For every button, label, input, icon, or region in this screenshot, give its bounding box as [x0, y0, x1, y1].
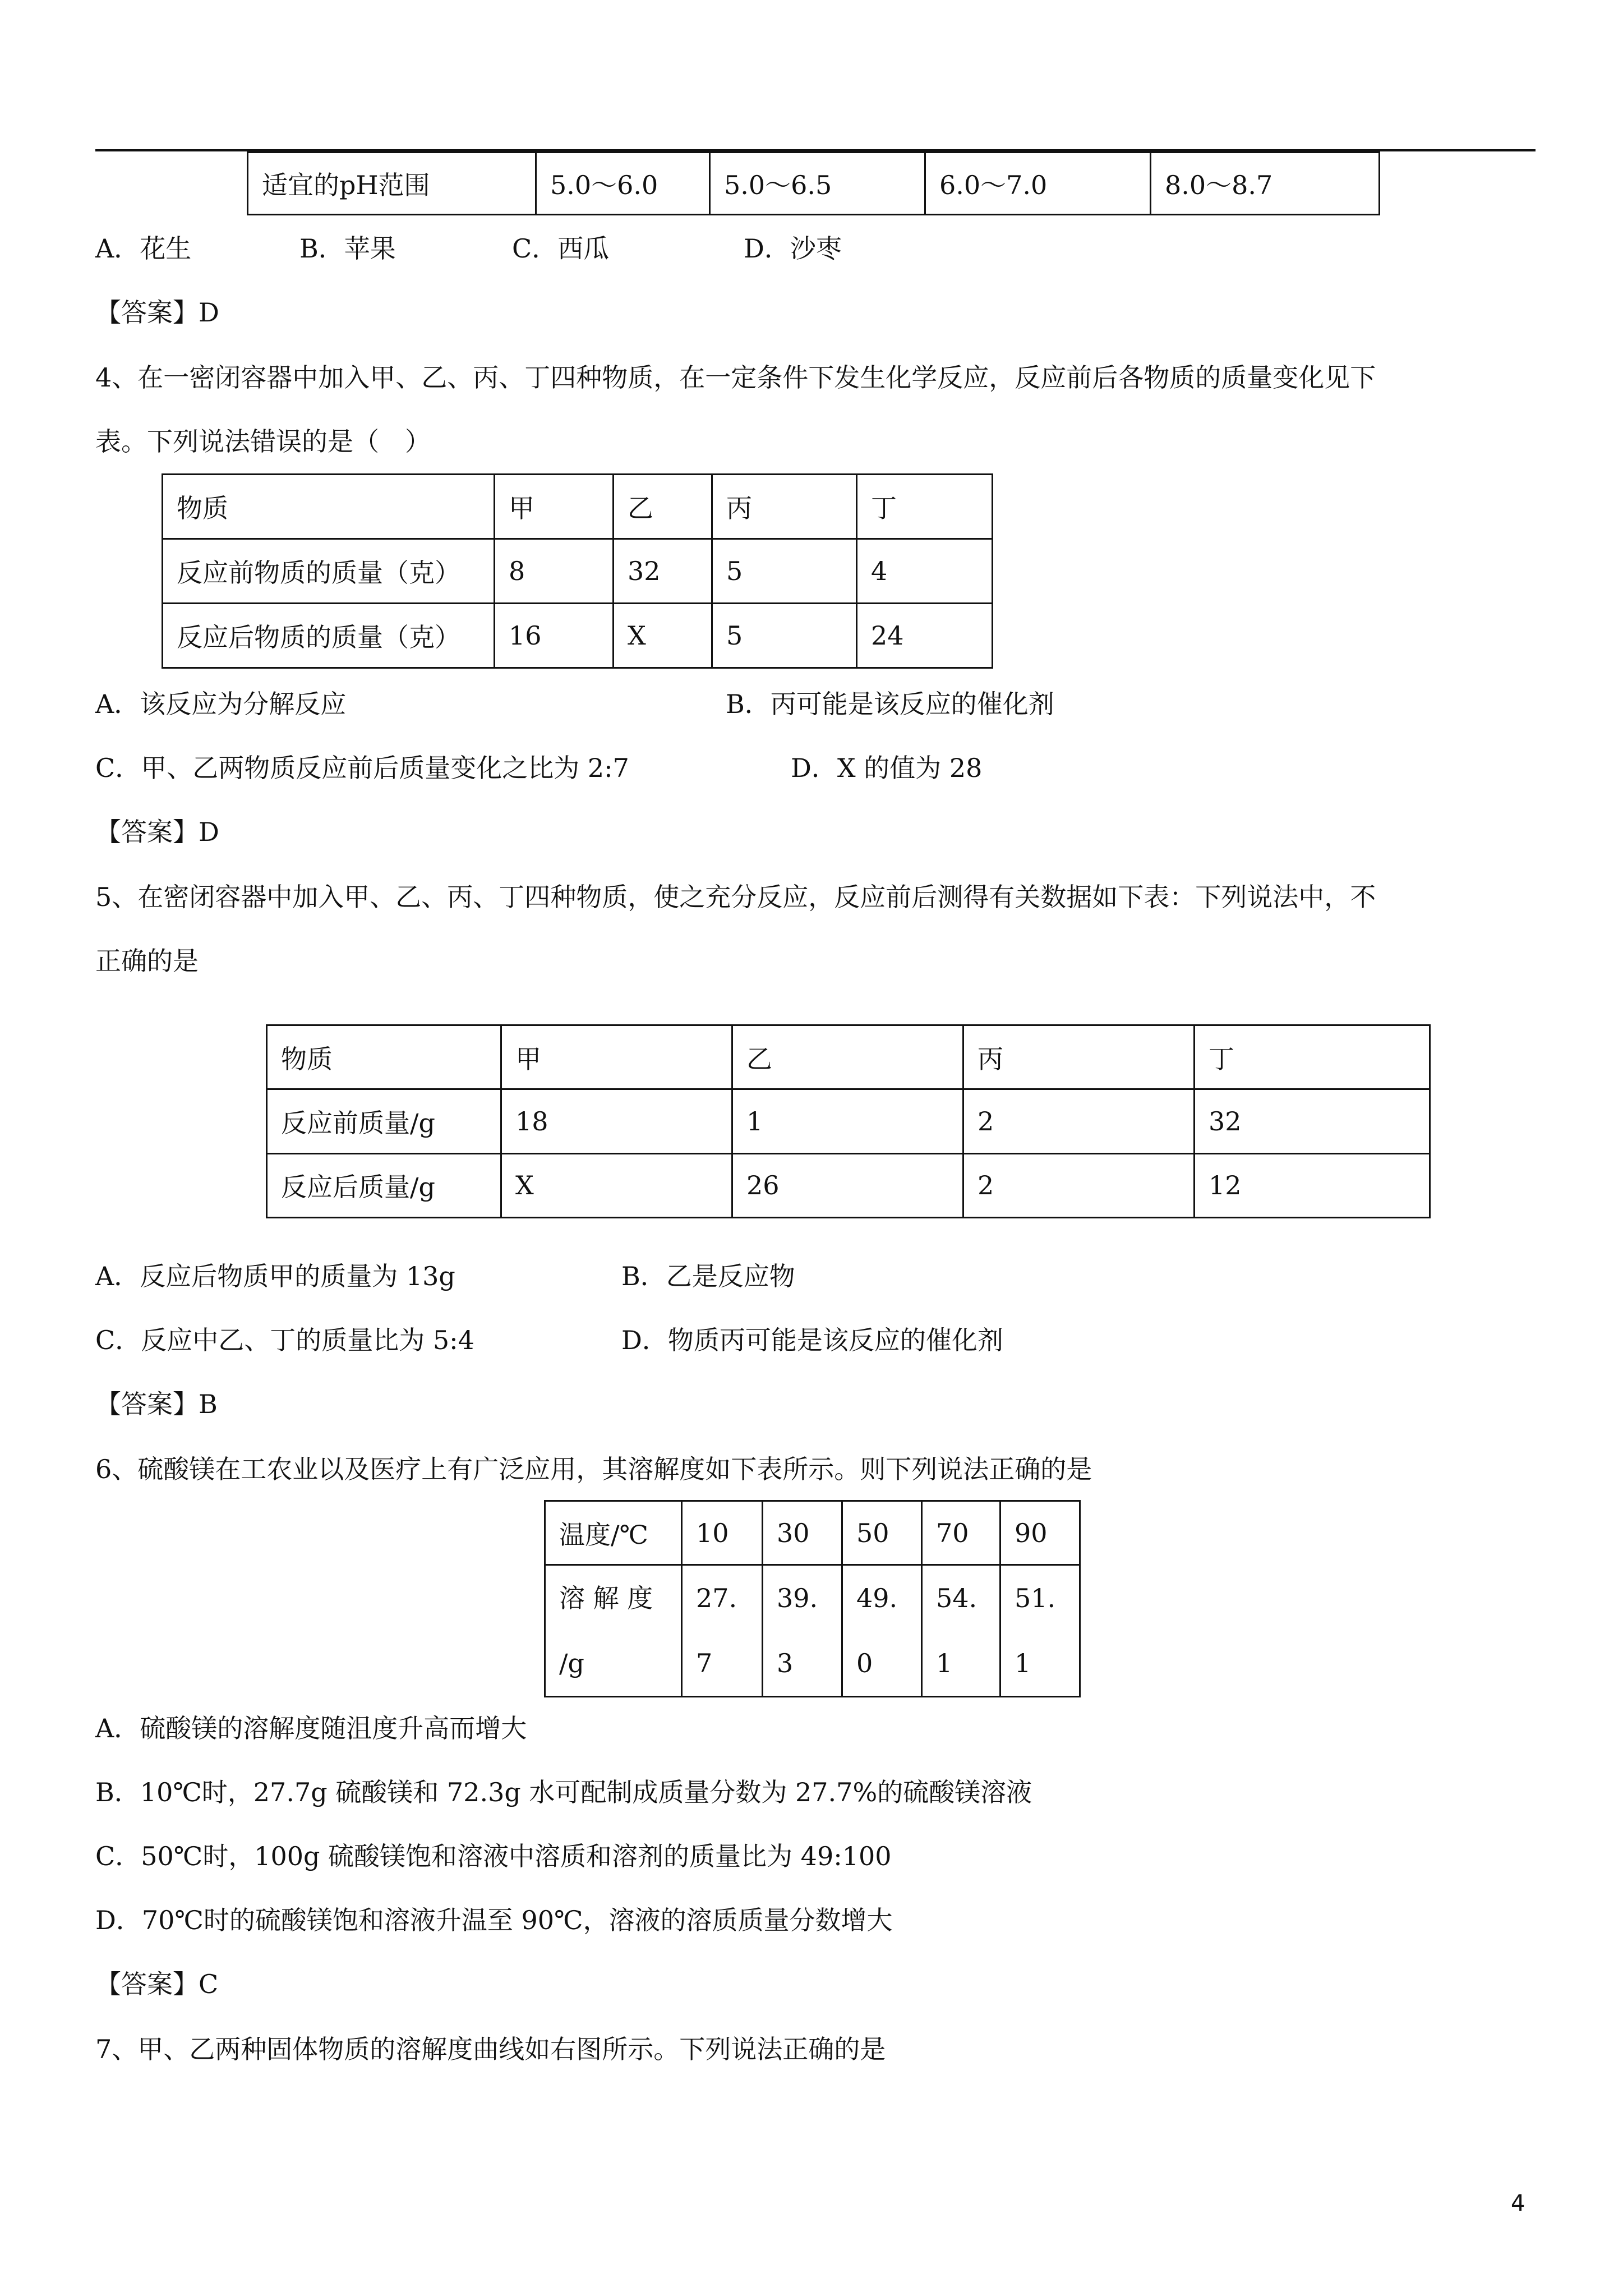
table-header-cell: 物质 [267, 1025, 501, 1089]
option-b: B．乙是反应物 [621, 1261, 795, 1291]
table-cell: 26 [732, 1153, 963, 1217]
answer: 【答案】D [95, 817, 219, 847]
table-cell: 反应后质量/g [267, 1153, 501, 1217]
value-line2: 1 [936, 1648, 953, 1678]
question-stem: 5、在密闭容器中加入甲、乙、丙、丁四种物质，使之充分反应，反应前后测得有关数据如下表：下列说法中，不 [95, 882, 1376, 912]
table-header-cell: 物质 [163, 475, 495, 539]
question-stem: 正确的是 [95, 946, 199, 976]
table-cell: 8.0～8.7 [1151, 153, 1380, 215]
question-stem: 表。下列说法错误的是（ ） [95, 426, 431, 457]
value-line1: 39. [777, 1583, 818, 1613]
table-header-cell: 50 [842, 1501, 922, 1565]
table-row [267, 1089, 1430, 1153]
value-line1: 27. [696, 1583, 737, 1613]
table-row [545, 1501, 1080, 1565]
option-d: D．70℃时的硫酸镁饱和溶液升温至 90℃，溶液的溶质质量分数增大 [95, 1905, 893, 1935]
table-header-cell: 丙 [712, 475, 857, 539]
table-cell: 5 [712, 539, 857, 604]
table-cell: 5 [712, 604, 857, 668]
value-line1: 54. [936, 1583, 978, 1613]
table-cell: 5.0～6.5 [710, 153, 925, 215]
option-c: C．50℃时，100g 硫酸镁饱和溶液中溶质和溶剂的质量比为 49:100 [95, 1841, 892, 1871]
table-row [163, 539, 993, 604]
table-cell [842, 1565, 922, 1697]
table-header-cell: 丁 [857, 475, 993, 539]
solubility-label-line2: /g [559, 1648, 584, 1678]
table-cell: 24 [857, 604, 993, 668]
table-cell [1000, 1565, 1080, 1697]
option-b: B．苹果 [299, 233, 396, 264]
table-cell: 32 [614, 539, 712, 604]
table-header-cell: 10 [682, 1501, 763, 1565]
table-row [267, 1025, 1430, 1089]
table-cell [682, 1565, 763, 1697]
value-line2: 1 [1015, 1648, 1031, 1678]
table-header-cell: 甲 [495, 475, 614, 539]
option-a: A．该反应为分解反应 [95, 689, 347, 719]
table-cell: 适宜的pH范围 [248, 153, 536, 215]
question-stem: 7、甲、乙两种固体物质的溶解度曲线如右图所示。下列说法正确的是 [95, 2034, 886, 2064]
table-cell: 2 [963, 1089, 1195, 1153]
solubility-table [544, 1500, 1081, 1697]
answer: 【答案】B [95, 1389, 218, 1419]
table-row [545, 1565, 1080, 1697]
table-cell: 反应前物质的质量（克） [163, 539, 495, 604]
value-line1: 51. [1015, 1583, 1056, 1613]
answer: 【答案】C [95, 1969, 219, 1999]
ph-range-table [247, 151, 1380, 215]
table-cell [922, 1565, 1000, 1697]
table-header-cell: 丙 [963, 1025, 1195, 1089]
option-d: D．沙枣 [744, 233, 842, 264]
table-cell: 16 [495, 604, 614, 668]
answer: 【答案】D [95, 297, 219, 328]
table-cell: X [501, 1153, 732, 1217]
option-a: A．花生 [95, 233, 192, 264]
value-line2: 0 [856, 1648, 873, 1678]
table-row [248, 153, 1380, 215]
table-cell: 18 [501, 1089, 732, 1153]
option-c: C．反应中乙、丁的质量比为 5:4 [95, 1325, 474, 1355]
table-cell: 8 [495, 539, 614, 604]
table-cell [545, 1565, 682, 1697]
table-header-cell: 温度/℃ [545, 1501, 682, 1565]
table-cell: 4 [857, 539, 993, 604]
option-d: D．物质丙可能是该反应的催化剂 [621, 1325, 1003, 1355]
table-header-cell: 丁 [1195, 1025, 1430, 1089]
table-row [163, 475, 993, 539]
table-cell: 反应前质量/g [267, 1089, 501, 1153]
table-cell: 6.0～7.0 [925, 153, 1151, 215]
option-b: B．丙可能是该反应的催化剂 [726, 689, 1054, 719]
option-c: C．西瓜 [512, 233, 610, 264]
table-row [163, 604, 993, 668]
table-cell: 反应后物质的质量（克） [163, 604, 495, 668]
table-row [267, 1153, 1430, 1217]
mass-change-table [162, 473, 993, 669]
table-cell: 32 [1195, 1089, 1430, 1153]
reaction-mass-table [266, 1024, 1431, 1218]
table-cell: 1 [732, 1089, 963, 1153]
option-d: D．X 的值为 28 [791, 753, 983, 783]
value-line2: 3 [777, 1648, 794, 1678]
page-number: 4 [1511, 2191, 1525, 2216]
solubility-label-line1: 溶 解 度 [559, 1583, 653, 1613]
question-stem: 6、硫酸镁在工农业以及医疗上有广泛应用，其溶解度如下表所示。则下列说法正确的是 [95, 1454, 1092, 1484]
value-line2: 7 [696, 1648, 713, 1678]
table-cell [763, 1565, 842, 1697]
option-a: A．硫酸镁的溶解度随沮度升高而增大 [95, 1713, 527, 1743]
table-header-cell: 90 [1000, 1501, 1080, 1565]
table-header-cell: 乙 [732, 1025, 963, 1089]
option-a: A．反应后物质甲的质量为 13g [95, 1261, 455, 1291]
table-header-cell: 甲 [501, 1025, 732, 1089]
table-cell: 12 [1195, 1153, 1430, 1217]
table-header-cell: 乙 [614, 475, 712, 539]
question-stem: 4、在一密闭容器中加入甲、乙、丙、丁四种物质，在一定条件下发生化学反应，反应前后各物质的质量变化见下 [95, 362, 1376, 393]
table-header-cell: 70 [922, 1501, 1000, 1565]
option-c: C．甲、乙两物质反应前后质量变化之比为 2:7 [95, 753, 629, 783]
table-header-cell: 30 [763, 1501, 842, 1565]
table-cell: 2 [963, 1153, 1195, 1217]
table-cell: X [614, 604, 712, 668]
table-cell: 5.0～6.0 [536, 153, 710, 215]
option-b: B．10℃时，27.7g 硫酸镁和 72.3g 水可配制成质量分数为 27.7%的硫酸镁溶液 [95, 1777, 1032, 1807]
value-line1: 49. [856, 1583, 898, 1613]
